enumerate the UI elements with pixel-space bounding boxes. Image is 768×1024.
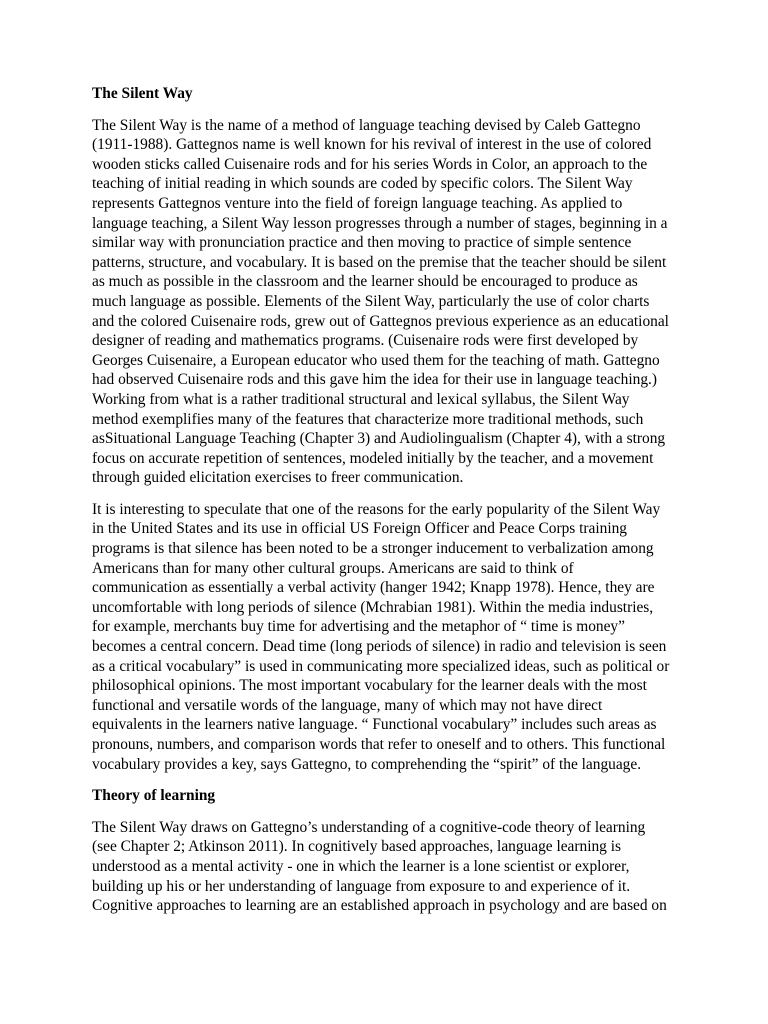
text-line: method exemplifies many of the features that characterize more traditional methods, such (92, 410, 644, 428)
text-line: vocabulary provides a key, says Gattegno, to comprehending the “spirit” of the language. (92, 755, 642, 773)
text-line: as much as possible in the classroom and the learner should be encouraged to produce as (92, 273, 638, 291)
text-line: for example, merchants buy time for advertising and the metaphor of “ time is money” (92, 618, 625, 636)
text-line: building up his or her understanding of language from exposure to and experience of it. (92, 877, 631, 895)
text-line: through guided elicitation exercises to freer communication. (92, 469, 464, 487)
text-line: (1911-1988). Gattegnos name is well known for his revival of interest in the use of colored (92, 136, 652, 154)
text-line: functional and versatile words of the language, many of which may not have direct (92, 696, 603, 714)
text-line: pronouns, numbers, and comparison words that refer to oneself and to others. This functional (92, 736, 666, 753)
text-line: had observed Cuisenaire rods and this gave him the idea for their use in language teaching.) (92, 371, 657, 389)
text-line: communication as essentially a verbal activity (hanger 1942; Knapp 1978). Hence, they are (92, 579, 655, 597)
text-line: (see Chapter 2; Atkinson 2011). In cognitively based approaches, language learning is (92, 838, 621, 856)
text-line: The Silent Way is the name of a method of language teaching devised by Caleb Gattegno (92, 116, 641, 134)
paragraph-intro (92, 116, 676, 488)
text-line: in the United States and its use in official US Foreign Officer and Peace Corps training (92, 520, 627, 538)
text-line: Working from what is a rather traditional structural and lexical syllabus, the Silent Way (92, 390, 630, 408)
text-line: Cognitive approaches to learning are an established approach in psychology and are based on (92, 897, 667, 915)
text-line: programs is that silence has been noted to be a stronger inducement to verbalization among (92, 540, 654, 558)
text-line: patterns, structure, and vocabulary. It is based on the premise that the teacher should be silent (92, 253, 667, 271)
text-line: uncomfortable with long periods of silence (Mchrabian 1981). Within the media industries, (92, 598, 654, 616)
text-line: Georges Cuisenaire, a European educator who used them for the teaching of math. Gattegno (92, 351, 660, 369)
paragraph-theory (92, 818, 676, 916)
text-line: language teaching, a Silent Way lesson progresses through a number of stages, beginning in a (92, 214, 668, 232)
text-line: becomes a central concern. Dead time (long periods of silence) in radio and television is seen (92, 638, 667, 656)
text-line: asSituational Language Teaching (Chapter 3) and Audiolingualism (Chapter 4), with a strong (92, 430, 666, 448)
text-line: It is interesting to speculate that one of the reasons for the early popularity of the Silent Way (92, 500, 661, 518)
text-line: Americans than for many other cultural groups. Americans are said to think of (92, 559, 574, 577)
text-line: wooden sticks called Cuisenaire rods and for his series Words in Color, an approach to the (92, 155, 648, 173)
text-line: similar way with pronunciation practice and then moving to practice of simple sentence (92, 234, 632, 252)
text-line: understood as a mental activity - one in which the learner is a lone scientist or explorer, (92, 857, 630, 875)
text-line: designer of reading and mathematics programs. (Cuisenaire rods were first developed by (92, 332, 639, 350)
document-page (92, 84, 676, 928)
text-line: The Silent Way draws on Gattegno’s understanding of a cognitive-code theory of learning (92, 818, 646, 836)
paragraph-silence-culture (92, 500, 676, 774)
text-line: much language as possible. Elements of the Silent Way, particularly the use of color charts (92, 292, 650, 310)
text-line: as a critical vocabulary” is used in communicating more specialized ideas, such as political or (92, 657, 670, 675)
section-heading-silent-way: The Silent Way (92, 85, 193, 102)
text-line: equivalents in the learners native language. “ Functional vocabulary” includes such areas as (92, 716, 657, 734)
section-heading-theory-of-learning: Theory of learning (92, 787, 216, 805)
text-line: focus on accurate repetition of sentences, modeled initially by the teacher, and a movement (92, 449, 654, 467)
text-line: teaching of initial reading in which sounds are coded by specific colors. The Silent Way (92, 175, 633, 193)
text-line: philosophical opinions. The most important vocabulary for the learner deals with the most (92, 677, 647, 695)
text-line: and the colored Cuisenaire rods, grew out of Gattegnos previous experience as an educational (92, 312, 669, 330)
text-line: represents Gattegnos venture into the field of foreign language teaching. As applied to (92, 194, 623, 212)
